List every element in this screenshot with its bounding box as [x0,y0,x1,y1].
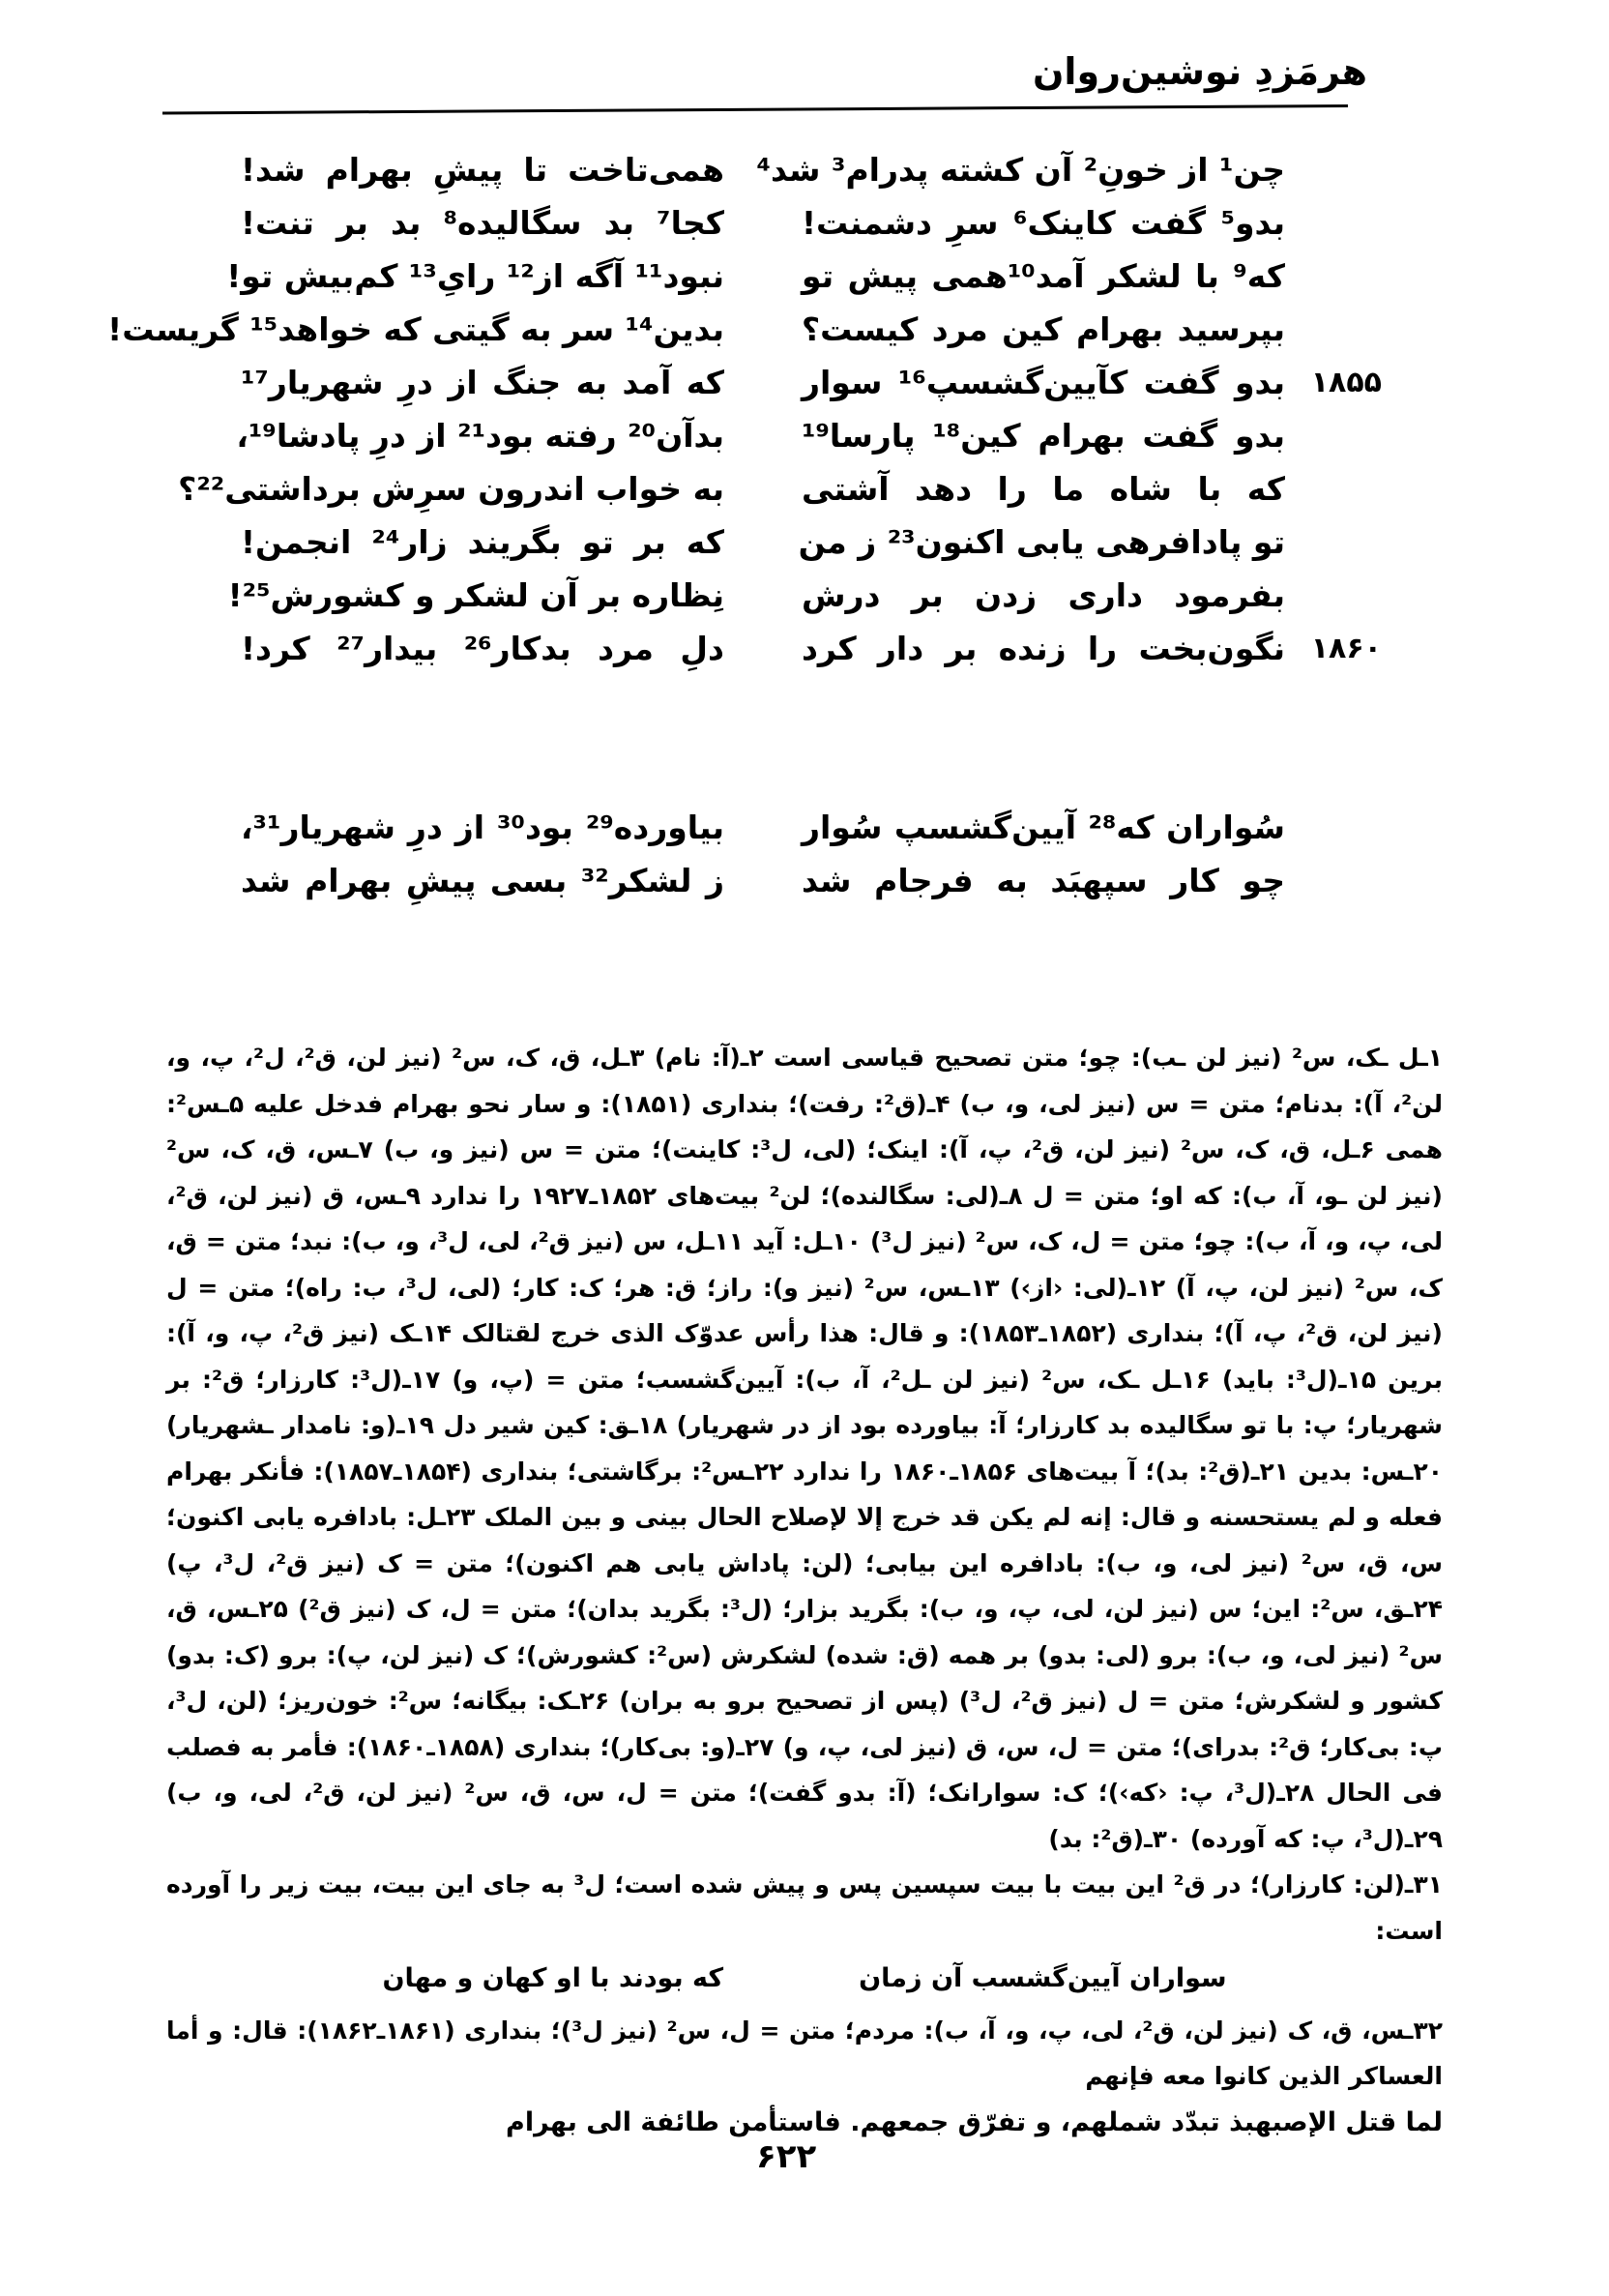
hemistich: نِظاره بر آن لشکر و کشورش²⁵! [227,576,724,614]
hemistich: چن¹ از خونِ² آن کشته پدرام³ شد⁴ [756,151,1285,189]
quoted-hemistich-right: سواران آیین‌گشسب آن زمان [859,1963,1227,1993]
hemistich: بپرسید بهرام کین مرد کیست؟ [802,310,1285,348]
running-title: هرمَزدِ نوشین‌روان [1032,50,1367,93]
header-rule [162,104,1348,114]
hemistich: تو پادافرهی یابی اکنون²³ ز من [798,523,1285,561]
footnote-paragraph: ۳۱ـ(لن: کارزار)؛ در ق² این بیت با بیت سپسین پس و پیش شده است؛ ل³ به جای این بیت، بیت زیر را آورده است: [166,1870,1443,1945]
hemistich: دلِ مرد بدکار²⁶ بیدار²⁷ کرد! [241,630,724,667]
hemistich: ۱۸۶۰ نگون‌بخت را زنده بر دار کرد [802,622,1285,675]
hemistich: بدین¹⁴ سر به گیتی که خواهد¹⁵ گریست! [107,310,724,348]
hemistich: بفرمود داری زدن بر درش [802,576,1285,614]
footnote-paragraph: ۱ـل ـک، س² (نیز لن ـب): چو؛ متن تصحیح قیاسی است ۲ـ(آ: نام) ۳ـل، ق، ک، س² (نیز لن، ق²، ل²، پ، و، لن²، آ): بدنام؛ متن = س (نیز لی، و، ب) ۴ـ(ق²: رفت)؛ بنداری (۱۸۵۱): و سار نحو بهرام فدخل علیه ۵ـس²: همی ۶ـل، ق، ک، س² (نیز لن، ق²، پ، آ): اینک؛ (لی، ل³: کاینت)؛ متن = س (نیز و، ب) ۷ـس، ق، ک، س² (نیز لن ـو، آ، ب): که او؛ متن = ل ۸ـ(لی: سگالنده)؛ لن² بیت‌های ۱۸۵۲ـ۱۹۲۷ را ندارد ۹ـس، ق (نیز لن، ق²، لی، پ، و، آ، ب): چو؛ متن = ل، ک، س² (نیز ل³) ۱۰ـل: آید ۱۱ـل، س (نیز ق²، لی، ل³، و، ب): نبد؛ متن = ق، ک، س² (نیز لن، پ، آ) ۱۲ـ(لی: ‹از›) ۱۳ـس، س² (نیز و): راز؛ ق: هر؛ ک: کار؛ (لی، ل³، ب: راه)؛ متن = ل (نیز لن، ق²، پ، آ)؛ بنداری (۱۸۵۲ـ۱۸۵۳): و قال: هذا رأس عدوّک الذی خرج لقتالک ۱۴ـک (نیز ق²، پ، و، آ): برین ۱۵ـ(ل³: باید) ۱۶ـل ـک، س² (نیز لن ـل²، آ، ب): آیین‌گشسب؛ متن = (پ، و) ۱۷ـ(ل³: کارزار؛ ق²: بر شهریار؛ پ: با تو سگالیده بد کارزار؛ آ: بیاورده بود از در شهریار) ۱۸ـق: کین شیر دل ۱۹ـ(و: نامدار ـشهریار) ۲۰ـس: بدین ۲۱ـ(ق²: بد)؛ آ بیت‌های ۱۸۵۶ـ۱۸۶۰ را ندارد ۲۲ـس²: برگاشتی؛ بنداری (۱۸۵۴ـ۱۸۵۷): فأنکر بهرام فعله و لم یستحسنه و قال: إنه لم یکن قد خرج إلا لإصلاح الحال بینی و بین الملک ۲۳ـل: بادافره یابی اکنون؛ س، ق، س² (نیز لی، و، ب): بادافره این بیابی؛ (لن: پاداش یابی هم اکنون)؛ متن = ک (نیز ق²، ل³، پ) ۲۴ـق، س²: این؛ س (نیز لن، لی، پ، و، ب): بگرید بزار؛ (ل³: بگرید بدان)؛ متن = ل، ک (نیز ق²) ۲۵ـس، ق، س² (نیز لی، و، ب): برو (لی: بدو) بر همه (ق: شده) لشکرش (س²: کشورش)؛ ک (نیز لن، پ): برو (ک: بدو) کشور و لشکرش؛ متن = ل (نیز ق²، ل³) (پس از تصحیح برو به بران) ۲۶ـک: بیگانه؛ س²: خون‌ریز؛ (لن، ل³، پ: بی‌کار؛ ق²: بدرای)؛ متن = ل، س، ق (نیز لی، پ، و) ۲۷ـ(و: بی‌کار)؛ بنداری (۱۸۵۸ـ۱۸۶۰): فأمر به فصلب فی الحال ۲۸ـ(ل³، پ: ‹که›)؛ ک: سوارانک؛ (آ: بدو گفت)؛ متن = ل، س، ق، س² (نیز لن، ق²، لی، و، ب) ۲۹ـ(ل³، پ: که آورده) ۳۰ـ(ق²: بد) [166,1044,1444,1853]
verse-number: ۱۸۵۵ [1310,366,1382,399]
hemistich: به خواب اندرون سرِش برداشتی²²؟ [178,470,724,508]
hemistich: چو کار سپهبَد به فرجام شد [802,862,1285,899]
hemistich: که با شاه ما را دهد آشتی [802,470,1285,508]
verse-number: ۱۸۶۰ [1310,632,1382,665]
stanza1-left-hemistichs [107,143,724,675]
stanza1-right-hemistichs [756,143,1382,675]
hemistich: که⁹ با لشکر آمد¹⁰همی پیش تو [802,257,1285,295]
footnotes [166,1035,1443,2145]
quoted-hemistich-left: که بودند با او کهان و مهان [382,1963,724,1993]
page-number: ۶۲۲ [756,2137,817,2176]
hemistich: بدو گفت بهرام کین¹⁸ پارسا¹⁹ [802,417,1285,455]
hemistich: ۱۸۵۵ بدو گفت کآیین‌گشسپ¹⁶ سوار [802,356,1285,409]
hemistich: ز لشکر³² بسی پیشِ بهرام شد [241,862,724,899]
hemistich: همی‌تاخت تا پیشِ بهرام شد! [241,151,724,189]
hemistich: سُواران که²⁸ آیین‌گشسپ سُوار [802,809,1285,846]
stanza2-right-hemistichs [802,801,1285,907]
hemistich: نبود¹¹ آگه از¹² رایِ¹³ کم‌بیش تو! [226,257,724,295]
hemistich: بدو⁵ گفت کاینک⁶ سرِ دشمنت! [802,204,1285,242]
hemistich: بیاورده²⁹ بود³⁰ از درِ شهریار³¹، [241,809,724,846]
hemistich: بدآن²⁰ رفته بود²¹ از درِ پادشا¹⁹، [236,417,724,455]
hemistich: کجا⁷ بد سگالیده⁸ بد بر تنت! [241,204,724,242]
footnote-paragraph: ۳۲ـس، ق، ک (نیز لن، ق²، لی، پ، و، آ، ب): مردم؛ متن = ل، س² (نیز ل³)؛ بنداری (۱۸۶۱ـ۱۸۶۲): قال: و أما العساکر الذین کانوا معه فإنهم [166,2016,1443,2090]
stanza2-left-hemistichs [241,801,724,907]
hemistich: که بر تو بگریند زار²⁴ انجمن! [241,523,724,561]
footnote-arabic-quote: لما قتل الإصبهبذ تبدّد شملهم، و تفرّق جمعهم. فاستأمن طائفة الی بهرام [506,2106,1443,2137]
footnote-quoted-verse [166,1956,1443,2002]
hemistich: که آمد به جنگ از درِ شهریار¹⁷ [241,364,724,401]
